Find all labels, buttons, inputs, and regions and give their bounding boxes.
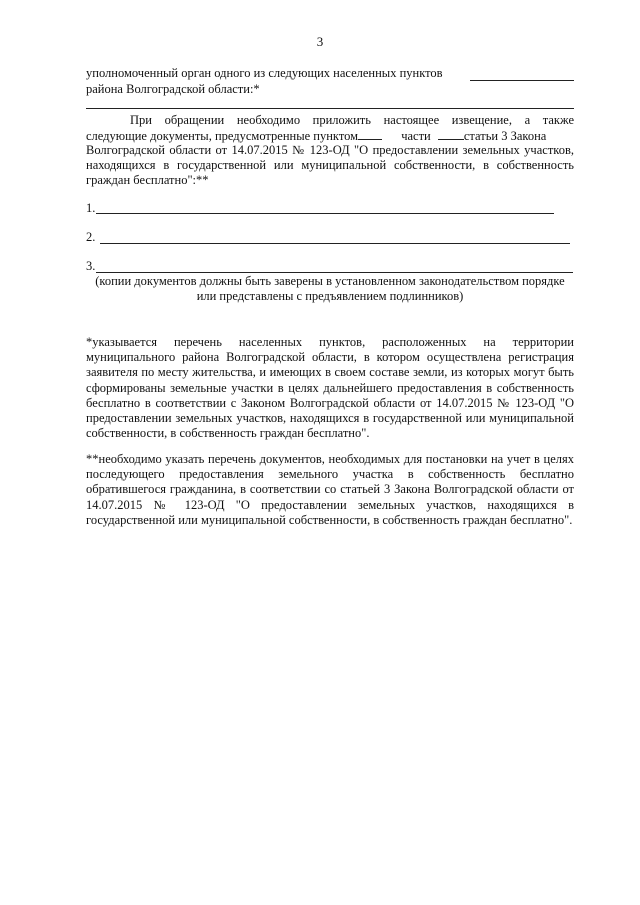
attach-paragraph-rest: Волгоградской области от 14.07.2015 № 123-ОД "О предоставлении земельных участков, находящихся в государственной или муниципальной собственности, в собственность граждан бесплатно":**: [86, 143, 574, 188]
attach-text-article: статьи 3 Закона: [463, 129, 547, 143]
settlement-blank[interactable]: [470, 80, 574, 81]
intro-line-2: района Волгоградской области:*: [86, 82, 260, 96]
intro-text-1: уполномоченный орган одного из следующих населенных пунктов: [86, 66, 443, 80]
item-number-2: 2.: [86, 230, 96, 244]
item-1-blank[interactable]: [96, 213, 554, 214]
punkt-blank[interactable]: [358, 128, 382, 140]
settlement-full-blank[interactable]: [86, 108, 574, 109]
footnote-single-star: *указывается перечень населенных пунктов, расположенных на территории муниципального района Волгоградской области, в котором осуществлена регистрация заявителя по месту жительства, и имеющих в своем составе земли, из которых могут быть сформированы земельные участки в целях дальнейшего предоставления в собственность бесплатно в соответствии с Законом Волгоградской области от 14.07.2015 № 123-ОД "О предоставлении земельных участков, находящихся в государственной или муниципальной собственности, в собственность граждан бесплатно".: [86, 335, 574, 441]
item-3-blank[interactable]: [96, 272, 573, 273]
intro-line-1: [86, 66, 443, 81]
attach-text-part: части: [401, 129, 431, 143]
item-2-blank[interactable]: [100, 243, 570, 244]
attach-line-1: При обращении необходимо приложить настоящее извещение, а также: [130, 113, 574, 127]
item-number-3: 3.: [86, 259, 96, 273]
page-number: 3: [316, 34, 324, 49]
footnote-double-star: **необходимо указать перечень документов, необходимых для постановки на учет в целях последующего предоставления земельного участка в собственность бесплатно обратившегося гражданина, в соответствии со статьей 3 Закона Волгоградской области от 14.07.2015 № 123-ОД "О предоставлении земельных участков, находящихся в государственной или муниципальной собственности, в собственность граждан бесплатно".: [86, 452, 574, 527]
item-number-1: 1.: [86, 201, 96, 215]
attach-text-punkt: следующие документы, предусмотренные пунктом: [86, 129, 359, 143]
attach-line-2: [86, 128, 546, 144]
copies-note: (копии документов должны быть заверены в установленном законодательством порядке или представлены с предъявлением подлинников): [95, 274, 565, 303]
part-blank[interactable]: [438, 128, 464, 140]
